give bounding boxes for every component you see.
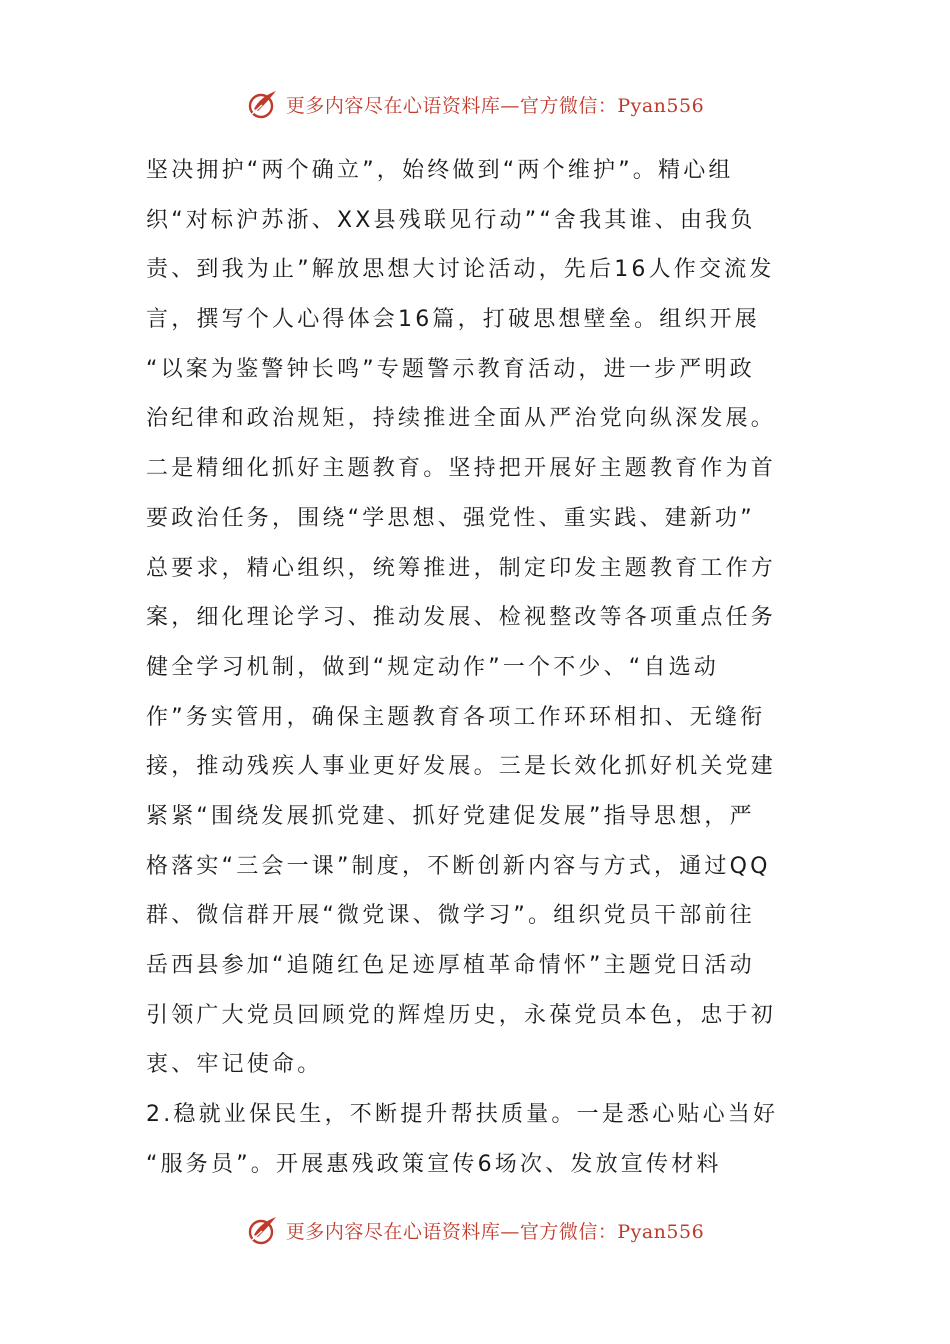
footer-text: 更多内容尽在心语资料库—官方微信：Pyan556 — [285, 1220, 705, 1243]
body-line: 衷、牢记使命。 — [146, 1052, 323, 1078]
body-line: “服务员”。开展惠残政策宣传6场次、发放宣传材料 — [146, 1151, 722, 1177]
header-text: 更多内容尽在心语资料库—官方微信：Pyan556 — [285, 94, 705, 117]
page-header-watermark — [0, 84, 950, 124]
body-line: 责、到我为止”解放思想大讨论活动，先后16人作交流发 — [146, 257, 775, 283]
body-line: 岳西县参加“追随红色足迹厚植革命情怀”主题党日活动 — [146, 953, 755, 978]
body-line: 要政治任务，围绕“学思想、强党性、重实践、建新功” — [146, 505, 755, 531]
document-body — [146, 146, 808, 1189]
body-line: 作”务实管用，确保主题教育各项工作环环相扣、无缝衔 — [146, 704, 766, 730]
body-line: 案，细化理论学习、推动发展、检视整改等各项重点任务 — [146, 605, 777, 631]
body-line: 健全学习机制，做到“规定动作”一个不少、“自选动 — [146, 654, 719, 680]
body-line: 引领广大党员回顾党的辉煌历史，永葆党员本色，忠于初 — [146, 1002, 777, 1028]
body-line: 织“对标沪苏浙、XX县残联见行动”“舍我其谁、由我负 — [146, 207, 756, 233]
body-line: 坚决拥护“两个确立”，始终做到“两个维护”。精心组 — [146, 158, 734, 183]
body-line: 格落实“三会一课”制度，不断创新内容与方式，通过QQ — [146, 853, 771, 879]
page-footer-watermark — [0, 1210, 950, 1250]
body-line: 接，推动残疾人事业更好发展。三是长效化抓好机关党建 — [146, 754, 777, 780]
body-line: 言，撰写个人心得体会16篇，打破思想壁垒。组织开展 — [146, 307, 760, 333]
body-line: 治纪律和政治规矩，持续推进全面从严治党向纵深发展。 — [146, 406, 777, 432]
body-line: 群、微信群开展“微党课、微学习”。组织党员干部前往 — [146, 903, 755, 929]
body-line: 二是精细化抓好主题教育。坚持把开展好主题教育作为首 — [146, 456, 777, 482]
body-line: 总要求，精心组织，统筹推进，制定印发主题教育工作方 — [146, 555, 777, 581]
body-line: 2.稳就业保民生，不断提升帮扶质量。一是悉心贴心当好 — [146, 1102, 779, 1128]
body-line: “以案为鉴警钟长鸣”专题警示教育活动，进一步严明政 — [146, 356, 755, 382]
quill-seal-icon — [246, 1213, 280, 1247]
quill-seal-icon — [246, 87, 280, 121]
body-line: 紧紧“围绕发展抓党建、抓好党建促发展”指导思想，严 — [146, 803, 755, 829]
